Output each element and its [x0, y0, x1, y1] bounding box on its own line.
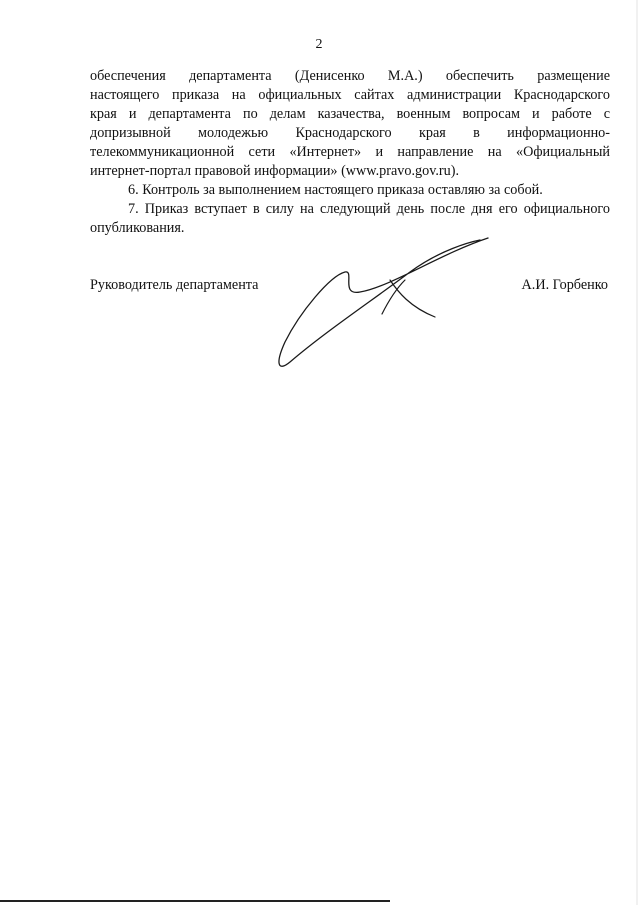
handwritten-signature [270, 232, 500, 382]
scan-border-line [0, 900, 390, 902]
paragraph-line: настоящего приказа на официальных сайтах администрации Краснодарского [90, 87, 610, 103]
document-body [90, 67, 610, 238]
paragraph-line: края и департамента по делам казачества, военным вопросам и работе с [90, 106, 610, 122]
paragraph-line: интернет-портал правовой информации» (www.pravo.gov.ru). [90, 163, 459, 179]
item-7-line: опубликования. [90, 220, 185, 236]
item-6: 6. Контроль за выполнением настоящего приказа оставляю за собой. [128, 182, 543, 198]
signatory-role: Руководитель департамента [90, 277, 259, 293]
paragraph-line: допризывной молодежью Краснодарского края в информационно- [90, 125, 610, 141]
signatory-name: А.И. Горбенко [521, 277, 608, 293]
paragraph-line: телекоммуникационной сети «Интернет» и направление на «Официальный [90, 144, 610, 160]
page-number: 2 [315, 37, 323, 52]
paragraph-line: обеспечения департамента (Денисенко М.А.) обеспечить размещение [90, 68, 610, 84]
item-7-line: 7. Приказ вступает в силу на следующий день после дня его официального [128, 201, 610, 217]
